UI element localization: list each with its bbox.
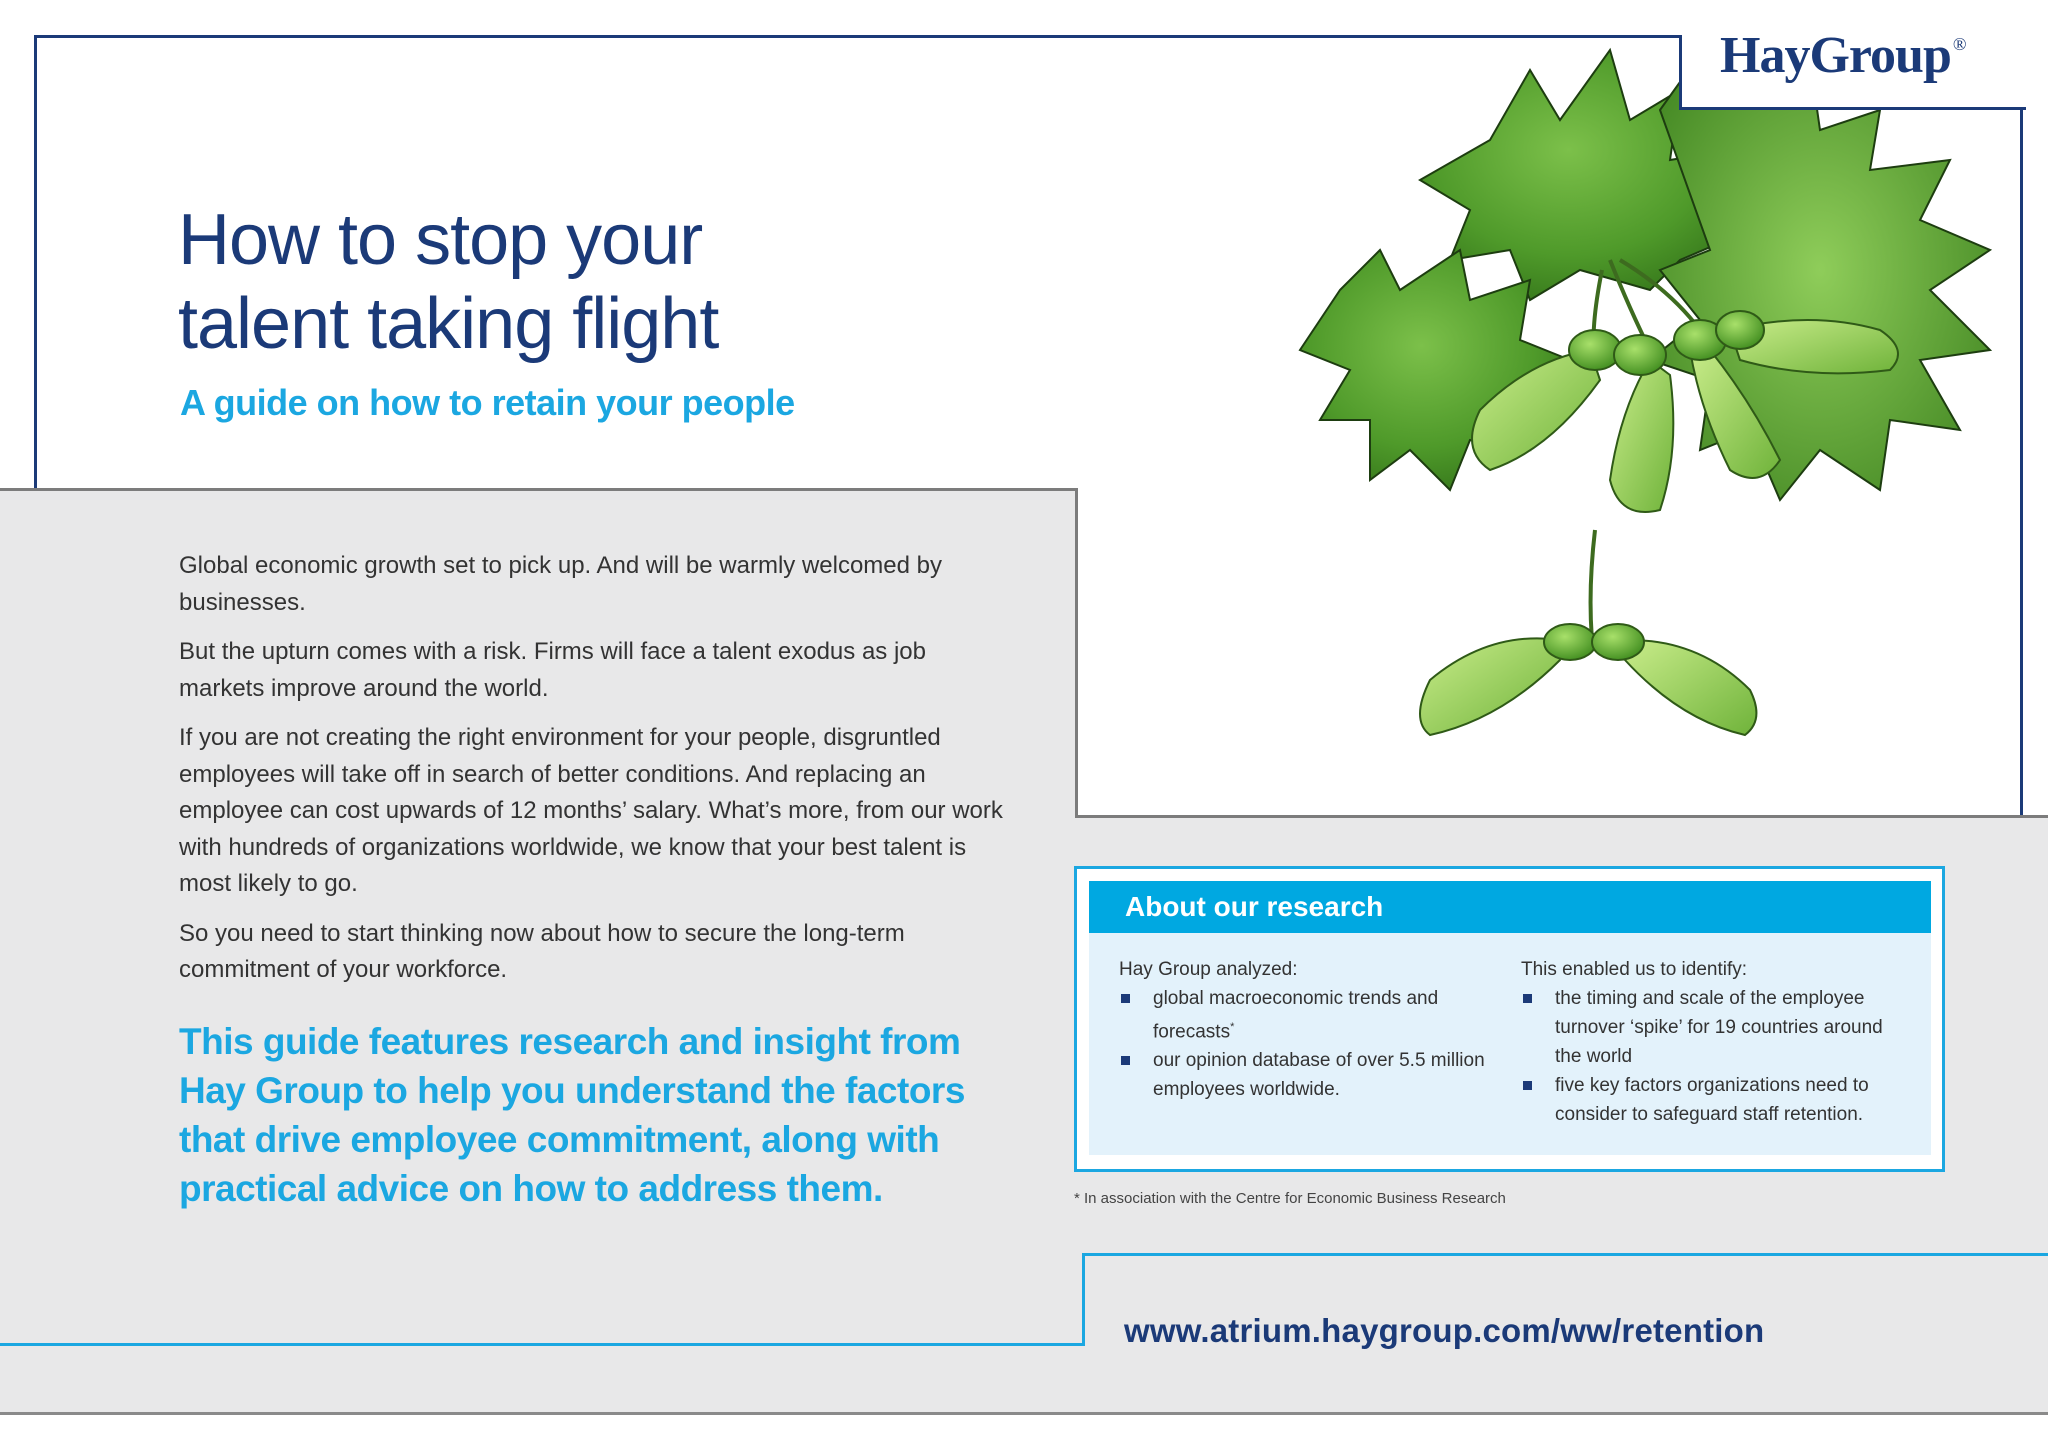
divider-line [1075, 488, 1078, 818]
footnote-mark: * [1230, 1021, 1235, 1033]
title-line: How to stop your [178, 200, 703, 280]
research-body [1089, 933, 1931, 1155]
accent-line [1082, 1253, 2048, 1256]
column-intro: Hay Group analyzed: [1119, 959, 1298, 980]
research-box [1074, 866, 1945, 1172]
research-column-left [1119, 955, 1489, 1104]
list-item: the timing and scale of the employee turnover ‘spike’ for 19 countries around the world [1521, 984, 1911, 1071]
research-header [1089, 881, 1931, 933]
seed-wing [1625, 640, 1756, 735]
research-column-right [1521, 955, 1911, 1129]
divider-line [0, 1412, 2048, 1415]
list-item: global macroeconomic trends and forecasts* [1119, 984, 1489, 1046]
list-item: our opinion database of over 5.5 million employees worldwide. [1119, 1046, 1489, 1104]
divider-line [0, 488, 1077, 491]
paragraph: Global economic growth set to pick up. And will be warmly welcomed by businesses. [179, 552, 943, 616]
page-subtitle: A guide on how to retain your people [180, 382, 795, 423]
page-title [178, 198, 718, 366]
column-intro: This enabled us to identify: [1521, 959, 1748, 980]
seed-wing [1420, 638, 1560, 735]
list-item: five key factors organizations need to consider to safeguard staff retention. [1521, 1071, 1911, 1129]
maple-seed-illustration [1230, 30, 2020, 790]
title-line: talent taking flight [178, 284, 719, 364]
divider-line [1075, 815, 2048, 818]
haygroup-logo: HayGroup ® [1720, 27, 1966, 84]
registered-mark: ® [1952, 34, 1966, 54]
accent-line [0, 1343, 1085, 1346]
paragraph: If you are not creating the right environment for your people, disgruntled employees will take off in search of better conditions. And replacing an employee can cost upwards of 12 months’ salary. What’s more, from our work with hundreds of organizations worldwide, we know that your best talent is most likely to go. [179, 724, 1003, 897]
leaf-shape [1300, 250, 1570, 490]
intro-text [179, 548, 1009, 1002]
research-title: About our research [1125, 891, 1384, 922]
highlight-statement: This guide features research and insight from Hay Group to help you understand the factors that drive employee commitment, along with practical advice on how to address them. [179, 1021, 965, 1209]
paragraph: So you need to start thinking now about how to secure the long-term commitment of your workforce. [179, 919, 905, 983]
retention-url-link[interactable]: www.atrium.haygroup.com/ww/retention [1124, 1312, 1765, 1349]
accent-line [1082, 1253, 1085, 1346]
paragraph: But the upturn comes with a risk. Firms will face a talent exodus as job markets improve around the world. [179, 638, 926, 702]
frame-line [34, 35, 37, 489]
seed-wing [1610, 360, 1673, 512]
footnote: * In association with the Centre for Economic Business Research [1074, 1190, 1506, 1207]
frame-line [2020, 105, 2023, 817]
